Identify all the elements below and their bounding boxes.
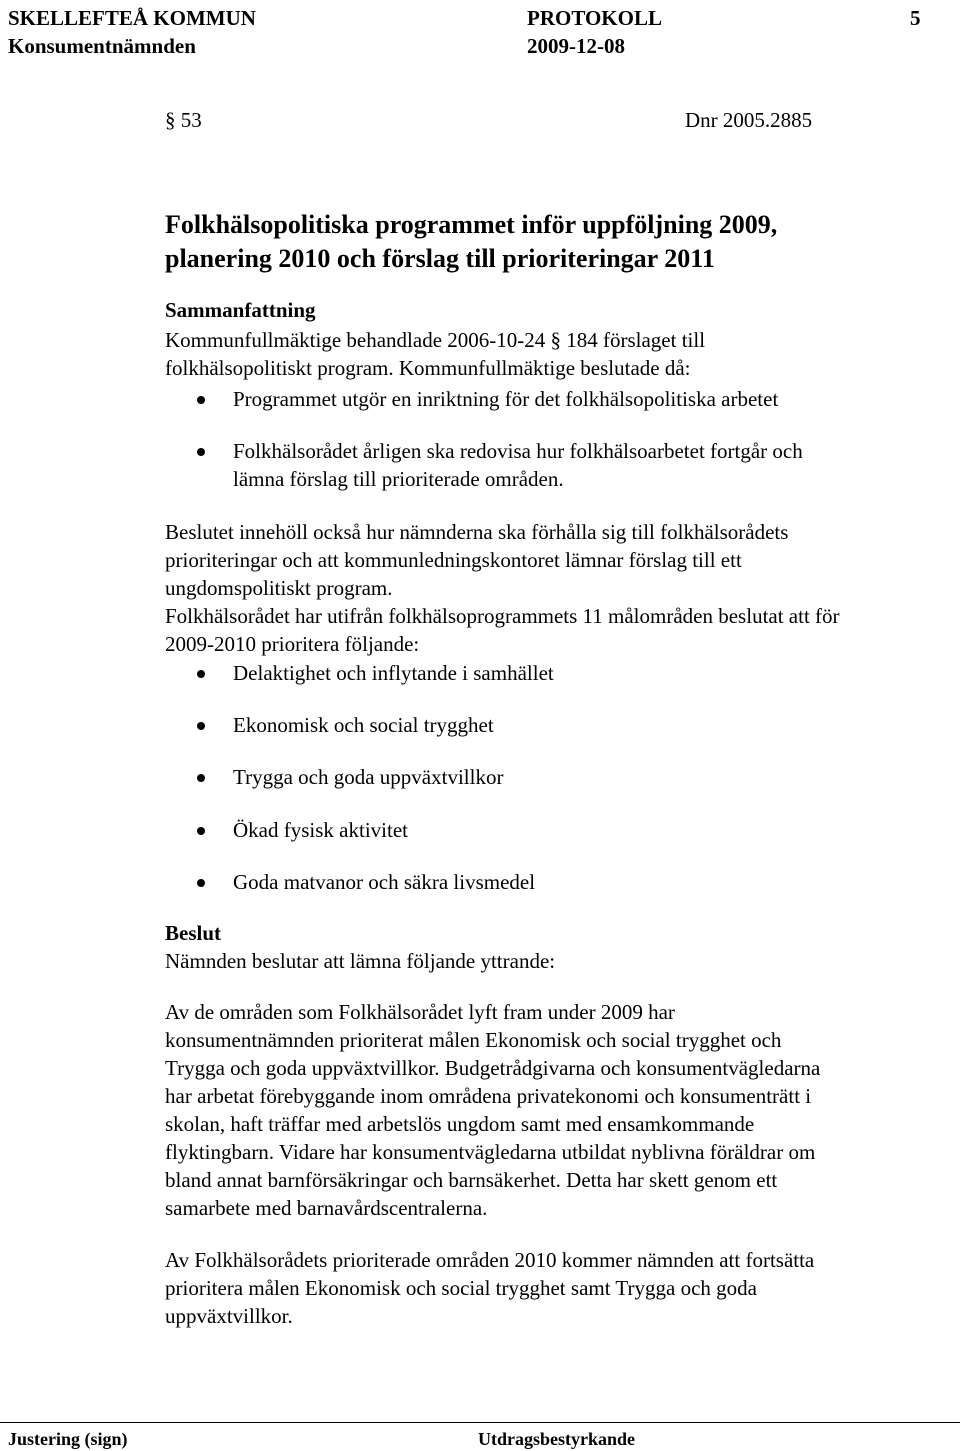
summary-para2-line-1: Beslutet innehöll också hur nämnderna ska förhålla sig till folkhälsorådets xyxy=(165,520,789,544)
footer-extract-label: Utdragsbestyrkande xyxy=(478,1429,636,1449)
summary-para2-line-2: prioriteringar och att kommunledningskontoret lämnar förslag till ett xyxy=(165,548,742,572)
footer-sign-label: Justering (sign) xyxy=(8,1429,128,1449)
decision-intro: Nämnden beslutar att lämna följande yttrande: xyxy=(165,949,556,973)
bullet-icon xyxy=(197,827,205,835)
decision-para1-line-8: samarbete med barnavårdscentralerna. xyxy=(165,1196,488,1220)
summary-heading: Sammanfattning xyxy=(165,298,316,322)
decision-para1-line-6: flyktingbarn. Vidare har konsumentvägledarna utbildat nyblivna föräldrar om xyxy=(165,1140,816,1164)
summary-line-1: Kommunfullmäktige behandlade 2006-10-24 § 184 förslaget till xyxy=(165,328,706,352)
decision-para2-line-3: uppväxtvillkor. xyxy=(165,1304,293,1328)
committee-name: Konsumentnämnden xyxy=(8,34,196,58)
decision-para1-line-1: Av de områden som Folkhälsorådet lyft fram under 2009 har xyxy=(165,1000,675,1024)
page-number: 5 xyxy=(910,6,921,30)
priority-item: Delaktighet och inflytande i samhället xyxy=(233,661,554,685)
section-title-line-2: planering 2010 och förslag till prioriteringar 2011 xyxy=(165,244,715,273)
priority-item: Trygga och goda uppväxtvillkor xyxy=(233,765,504,789)
meeting-date: 2009-12-08 xyxy=(527,34,625,58)
dnr-number: Dnr 2005.2885 xyxy=(685,108,813,132)
decision-para2-line-1: Av Folkhälsorådets prioriterade områden 2010 kommer nämnden att fortsätta xyxy=(165,1248,815,1272)
footer-divider xyxy=(0,1422,960,1423)
doc-type: PROTOKOLL xyxy=(527,6,662,30)
bullet-icon xyxy=(197,670,205,678)
decision-para1-line-7: bland annat barnförsäkringar och barnsäkerhet. Detta har skett genom ett xyxy=(165,1168,778,1192)
section-title-line-1: Folkhälsopolitiska programmet inför uppföljning 2009, xyxy=(165,210,778,239)
section-number: § 53 xyxy=(165,108,202,132)
priority-item: Ökad fysisk aktivitet xyxy=(233,818,408,842)
decision-heading: Beslut xyxy=(165,921,222,945)
decision-para1-line-2: konsumentnämnden prioriterat målen Ekonomisk och social trygghet och xyxy=(165,1028,782,1052)
decision-para1-line-3: Trygga och goda uppväxtvillkor. Budgetrådgivarna och konsumentvägledarna xyxy=(165,1056,821,1080)
org-name: SKELLEFTEÅ KOMMUN xyxy=(8,6,256,30)
summary-bullet-2-line-1: Folkhälsorådet årligen ska redovisa hur folkhälsoarbetet fortgår och xyxy=(233,439,803,463)
bullet-icon xyxy=(197,774,205,782)
bullet-icon xyxy=(197,879,205,887)
summary-para2-line-3: ungdomspolitiskt program. xyxy=(165,576,393,600)
decision-para1-line-4: har arbetat förebyggande inom områdena privatekonomi och konsumenträtt i xyxy=(165,1084,812,1108)
summary-para3-line-1: Folkhälsorådet har utifrån folkhälsoprogrammets 11 målområden beslutat att för xyxy=(165,604,840,628)
summary-bullet-1: Programmet utgör en inriktning för det folkhälsopolitiska arbetet xyxy=(233,387,779,411)
priority-item: Ekonomisk och social trygghet xyxy=(233,713,494,737)
decision-para1-line-5: skolan, haft träffar med arbetslös ungdom samt med ensamkommande xyxy=(165,1112,755,1136)
priority-item: Goda matvanor och säkra livsmedel xyxy=(233,870,536,894)
decision-para2-line-2: prioritera målen Ekonomisk och social trygghet samt Trygga och goda xyxy=(165,1276,757,1300)
summary-bullet-2-line-2: lämna förslag till prioriterade områden. xyxy=(233,467,564,491)
bullet-icon xyxy=(197,448,205,456)
bullet-icon xyxy=(197,396,205,404)
summary-line-2: folkhälsopolitiskt program. Kommunfullmäktige beslutade då: xyxy=(165,356,691,380)
summary-para3-line-2: 2009-2010 prioritera följande: xyxy=(165,632,420,656)
bullet-icon xyxy=(197,722,205,730)
